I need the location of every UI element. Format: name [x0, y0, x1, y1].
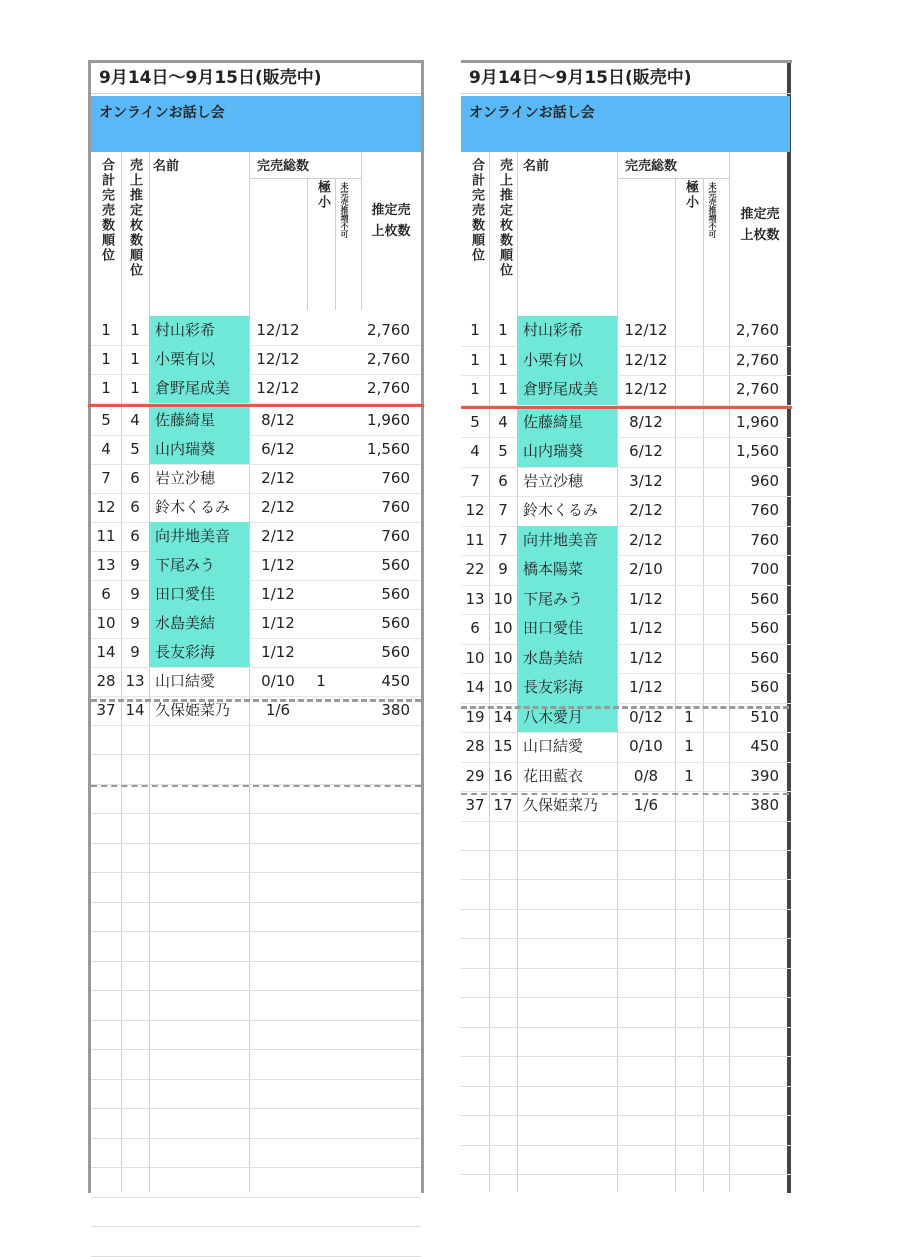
- rank-cell: 19: [465, 707, 485, 726]
- rank-cell: 11: [465, 530, 485, 549]
- position-cell: 17: [493, 796, 513, 814]
- est-sales-cell: 450: [750, 737, 779, 755]
- header-est-sales: 推定売上枚数: [371, 203, 411, 239]
- left-sheet: [88, 60, 424, 1193]
- name-cell: 水島美結: [149, 609, 249, 638]
- est-sales-cell: 960: [750, 471, 779, 490]
- rank-cell: 5: [470, 412, 480, 431]
- sold-cell: 2/10: [629, 560, 663, 578]
- table-row: [91, 345, 421, 374]
- table-row: [461, 346, 792, 376]
- rank-cell: 28: [96, 672, 116, 690]
- est-sales-cell: 560: [381, 643, 410, 661]
- rank-cell: 28: [465, 737, 485, 755]
- sold-cell: 1/12: [261, 643, 295, 661]
- sold-cell: 12/12: [624, 321, 668, 339]
- name-cell: 岩立沙穂: [155, 469, 216, 487]
- name-cell: 山口結愛: [523, 737, 584, 755]
- name-cell: 山内瑞葵: [149, 435, 249, 464]
- est-sales-cell: 560: [750, 589, 779, 608]
- est-sales-cell: 510: [750, 707, 779, 726]
- position-cell: 4: [498, 412, 508, 431]
- position-cell: 5: [130, 440, 140, 458]
- est-sales-cell: 1,560: [367, 440, 410, 458]
- table-header: [461, 152, 792, 310]
- est-sales-cell: 560: [381, 614, 410, 632]
- position-cell: 15: [493, 737, 513, 755]
- est-sales-cell: 760: [750, 530, 779, 549]
- name-cell: 鈴木くるみ: [523, 501, 599, 519]
- rank-cell: 1: [470, 380, 480, 398]
- name-cell: 水島美結: [517, 644, 617, 674]
- table-row: [461, 467, 792, 497]
- small-cell: [675, 496, 703, 526]
- rank-cell: 1: [101, 321, 111, 339]
- position-cell: 14: [493, 707, 513, 726]
- sold-cell: 8/12: [629, 412, 663, 431]
- header-sold-total: 完売総数: [625, 159, 678, 174]
- est-sales-cell: 380: [750, 796, 779, 814]
- sold-cell: 3/12: [629, 471, 663, 490]
- rank-cell: 4: [101, 440, 111, 458]
- rank-cell: 1: [101, 350, 111, 368]
- table-row: [461, 437, 792, 467]
- table-row: [91, 316, 421, 345]
- table-row: [91, 464, 421, 493]
- name-cell: 向井地美音: [149, 522, 249, 551]
- sold-cell: 1/6: [265, 701, 291, 719]
- rank-cell: 5: [101, 411, 111, 429]
- small-cell: [675, 644, 703, 674]
- sold-cell: 6/12: [629, 442, 663, 460]
- position-cell: 9: [130, 614, 140, 632]
- name-cell: 下尾みう: [517, 585, 617, 615]
- position-cell: 1: [498, 321, 508, 339]
- position-cell: 9: [130, 585, 140, 603]
- table-row: [91, 667, 421, 696]
- sold-cell: 1/6: [633, 796, 659, 814]
- small-cell: [307, 638, 335, 667]
- table-row: [91, 609, 421, 638]
- small-cell: 1: [316, 672, 326, 690]
- sold-cell: 0/12: [629, 707, 663, 726]
- table-row: [91, 580, 421, 609]
- rank-cell: 12: [96, 498, 116, 516]
- position-cell: 10: [493, 648, 513, 667]
- sold-cell: 12/12: [624, 350, 668, 369]
- header-sold-total: 完売総数: [257, 159, 310, 174]
- position-cell: 1: [130, 350, 140, 368]
- name-cell: 田口愛佳: [517, 614, 617, 644]
- name-cell: 佐藤綺星: [517, 408, 617, 438]
- header-est-sales: 推定売上枚数: [740, 207, 780, 243]
- rank-cell: 37: [96, 701, 116, 719]
- name-cell: 向井地美音: [517, 526, 617, 556]
- header-name: 名前: [153, 159, 180, 174]
- name-cell: 小栗有以: [149, 345, 249, 374]
- name-cell: 佐藤綺星: [149, 406, 249, 435]
- small-cell: [307, 316, 335, 345]
- small-cell: [307, 493, 335, 522]
- name-cell: 村山彩希: [149, 316, 249, 345]
- est-sales-cell: 1,960: [367, 411, 410, 429]
- table-row: [461, 673, 792, 703]
- sold-cell: 2/12: [261, 527, 295, 545]
- est-sales-cell: 560: [750, 619, 779, 637]
- est-sales-cell: 2,760: [736, 321, 779, 339]
- est-sales-cell: 2,760: [736, 380, 779, 398]
- header-small: 極小: [315, 180, 330, 210]
- header-rank-est: 売上推定枚数順位: [127, 158, 142, 278]
- est-sales-cell: 560: [381, 556, 410, 574]
- small-cell: [307, 435, 335, 464]
- rank-cell: 1: [470, 350, 480, 369]
- table-row: [461, 408, 792, 438]
- est-sales-cell: 390: [750, 766, 779, 785]
- est-sales-cell: 760: [750, 501, 779, 519]
- rank-cell: 29: [465, 766, 485, 785]
- table-row: [461, 585, 792, 615]
- small-cell: 1: [684, 766, 694, 785]
- small-cell: 1: [684, 737, 694, 755]
- table-row: [461, 762, 792, 792]
- sold-cell: 12/12: [624, 380, 668, 398]
- name-cell: 山内瑞葵: [517, 437, 617, 467]
- small-cell: [675, 791, 703, 821]
- position-cell: 6: [130, 527, 140, 545]
- table-row: [91, 522, 421, 551]
- name-cell: 田口愛佳: [149, 580, 249, 609]
- est-sales-cell: 1,560: [736, 442, 779, 460]
- small-cell: [307, 551, 335, 580]
- separator-line: [461, 706, 789, 709]
- rank-cell: 13: [465, 589, 485, 608]
- separator-line: [461, 793, 789, 795]
- table-row: [461, 496, 792, 526]
- sheet-title: 9月14日〜9月15日(販売中): [91, 63, 421, 94]
- name-cell: 村山彩希: [517, 316, 617, 346]
- rank-cell: 11: [96, 527, 116, 545]
- small-cell: [307, 374, 335, 403]
- small-cell: [675, 346, 703, 376]
- est-sales-cell: 560: [750, 678, 779, 696]
- est-sales-cell: 2,760: [367, 350, 410, 368]
- position-cell: 10: [493, 589, 513, 608]
- est-sales-cell: 380: [381, 701, 410, 719]
- small-cell: [675, 526, 703, 556]
- header-rank-est: 売上推定枚数順位: [497, 158, 512, 278]
- small-cell: [307, 522, 335, 551]
- sold-cell: 2/12: [629, 501, 663, 519]
- small-cell: [675, 614, 703, 644]
- position-cell: 1: [130, 321, 140, 339]
- sold-cell: 12/12: [256, 321, 300, 339]
- table-header: [91, 152, 421, 310]
- name-cell: 山口結愛: [155, 672, 216, 690]
- rank-cell: 12: [465, 501, 485, 519]
- table-row: [461, 791, 792, 821]
- rank-cell: 37: [465, 796, 485, 814]
- rank-cell: 7: [101, 469, 111, 487]
- sold-cell: 1/12: [261, 585, 295, 603]
- sold-cell: 1/12: [261, 556, 295, 574]
- name-cell: 八木愛月: [517, 703, 617, 733]
- name-cell: 倉野尾成美: [149, 374, 249, 403]
- rank-cell: 1: [101, 379, 111, 397]
- cutoff-line: [88, 404, 424, 407]
- sold-cell: 2/12: [261, 469, 295, 487]
- header-not-available: 未完売推増不可: [708, 182, 717, 238]
- table-row: [91, 493, 421, 522]
- table-row: [461, 644, 792, 674]
- est-sales-cell: 2,760: [367, 321, 410, 339]
- sold-cell: 1/12: [629, 589, 663, 608]
- est-sales-cell: 450: [381, 672, 410, 690]
- table-row: [91, 638, 421, 667]
- table-row: [91, 406, 421, 435]
- position-cell: 7: [498, 501, 508, 519]
- rank-cell: 10: [465, 648, 485, 667]
- position-cell: 9: [130, 643, 140, 661]
- sold-cell: 2/12: [261, 498, 295, 516]
- sold-cell: 8/12: [261, 411, 295, 429]
- est-sales-cell: 560: [381, 585, 410, 603]
- position-cell: 16: [493, 766, 513, 785]
- small-cell: [675, 467, 703, 497]
- rank-cell: 22: [465, 560, 485, 578]
- small-cell: [675, 437, 703, 467]
- est-sales-cell: 700: [750, 560, 779, 578]
- sold-cell: 1/12: [261, 614, 295, 632]
- rank-cell: 14: [96, 643, 116, 661]
- est-sales-cell: 1,960: [736, 412, 779, 431]
- sold-cell: 1/12: [629, 619, 663, 637]
- sheet-title: 9月14日〜9月15日(販売中): [461, 63, 792, 94]
- est-sales-cell: 760: [381, 469, 410, 487]
- event-label: オンラインお話し会: [91, 96, 421, 152]
- position-cell: 4: [130, 411, 140, 429]
- small-cell: 1: [684, 707, 694, 726]
- rank-cell: 7: [470, 471, 480, 490]
- position-cell: 9: [498, 560, 508, 578]
- small-cell: [675, 555, 703, 585]
- small-cell: [307, 580, 335, 609]
- table-row: [91, 551, 421, 580]
- est-sales-cell: 2,760: [367, 379, 410, 397]
- table-row: [91, 435, 421, 464]
- rank-cell: 13: [96, 556, 116, 574]
- position-cell: 10: [493, 678, 513, 696]
- sold-cell: 6/12: [261, 440, 295, 458]
- name-cell: 倉野尾成美: [517, 375, 617, 405]
- name-cell: 小栗有以: [517, 346, 617, 376]
- rank-cell: 6: [470, 619, 480, 637]
- name-cell: 長友彩海: [149, 638, 249, 667]
- est-sales-cell: 2,760: [736, 350, 779, 369]
- separator-line: [91, 699, 421, 702]
- small-cell: [307, 464, 335, 493]
- sold-cell: 0/10: [629, 737, 663, 755]
- est-sales-cell: 760: [381, 527, 410, 545]
- position-cell: 10: [493, 619, 513, 637]
- position-cell: 1: [130, 379, 140, 397]
- right-sheet: [461, 60, 792, 1193]
- sold-cell: 2/12: [629, 530, 663, 549]
- small-cell: [307, 609, 335, 638]
- position-cell: 1: [498, 380, 508, 398]
- position-cell: 1: [498, 350, 508, 369]
- small-cell: [675, 673, 703, 703]
- rank-cell: 1: [470, 321, 480, 339]
- table-row: [461, 316, 792, 346]
- position-cell: 14: [125, 701, 145, 719]
- name-cell: 久保姫菜乃: [523, 796, 599, 814]
- name-cell: 久保姫菜乃: [155, 701, 231, 719]
- table-row: [461, 614, 792, 644]
- table-row: [461, 375, 792, 405]
- rank-cell: 4: [470, 442, 480, 460]
- position-cell: 9: [130, 556, 140, 574]
- name-cell: 下尾みう: [149, 551, 249, 580]
- separator-line: [91, 785, 421, 787]
- name-cell: 鈴木くるみ: [155, 498, 231, 516]
- rank-cell: 6: [101, 585, 111, 603]
- position-cell: 6: [130, 498, 140, 516]
- position-cell: 5: [498, 442, 508, 460]
- header-name: 名前: [523, 159, 550, 174]
- sold-cell: 0/8: [633, 766, 659, 785]
- table-row: [461, 526, 792, 556]
- sold-cell: 0/10: [261, 672, 295, 690]
- est-sales-cell: 760: [381, 498, 410, 516]
- sold-cell: 12/12: [256, 350, 300, 368]
- header-small: 極小: [683, 180, 698, 210]
- small-cell: [675, 375, 703, 405]
- est-sales-cell: 560: [750, 648, 779, 667]
- position-cell: 6: [130, 469, 140, 487]
- table-row: [91, 374, 421, 403]
- header-not-available: 未完売推増不可: [340, 182, 349, 238]
- rank-cell: 10: [96, 614, 116, 632]
- sold-cell: 1/12: [629, 678, 663, 696]
- event-label: オンラインお話し会: [461, 96, 790, 152]
- sold-cell: 12/12: [256, 379, 300, 397]
- name-cell: 花田藍衣: [523, 766, 584, 785]
- name-cell: 橋本陽菜: [517, 555, 617, 585]
- small-cell: [675, 585, 703, 615]
- position-cell: 7: [498, 530, 508, 549]
- small-cell: [307, 345, 335, 374]
- name-cell: 長友彩海: [517, 673, 617, 703]
- position-cell: 13: [125, 672, 145, 690]
- cutoff-line: [461, 406, 792, 409]
- rank-cell: 14: [465, 678, 485, 696]
- table-row: [461, 555, 792, 585]
- small-cell: [675, 316, 703, 346]
- small-cell: [675, 408, 703, 438]
- header-rank-total: 合計完売数順位: [99, 158, 114, 263]
- table-row: [461, 732, 792, 762]
- name-cell: 岩立沙穂: [523, 471, 584, 490]
- position-cell: 6: [498, 471, 508, 490]
- header-rank-total: 合計完売数順位: [469, 158, 484, 263]
- small-cell: [307, 406, 335, 435]
- sold-cell: 1/12: [629, 648, 663, 667]
